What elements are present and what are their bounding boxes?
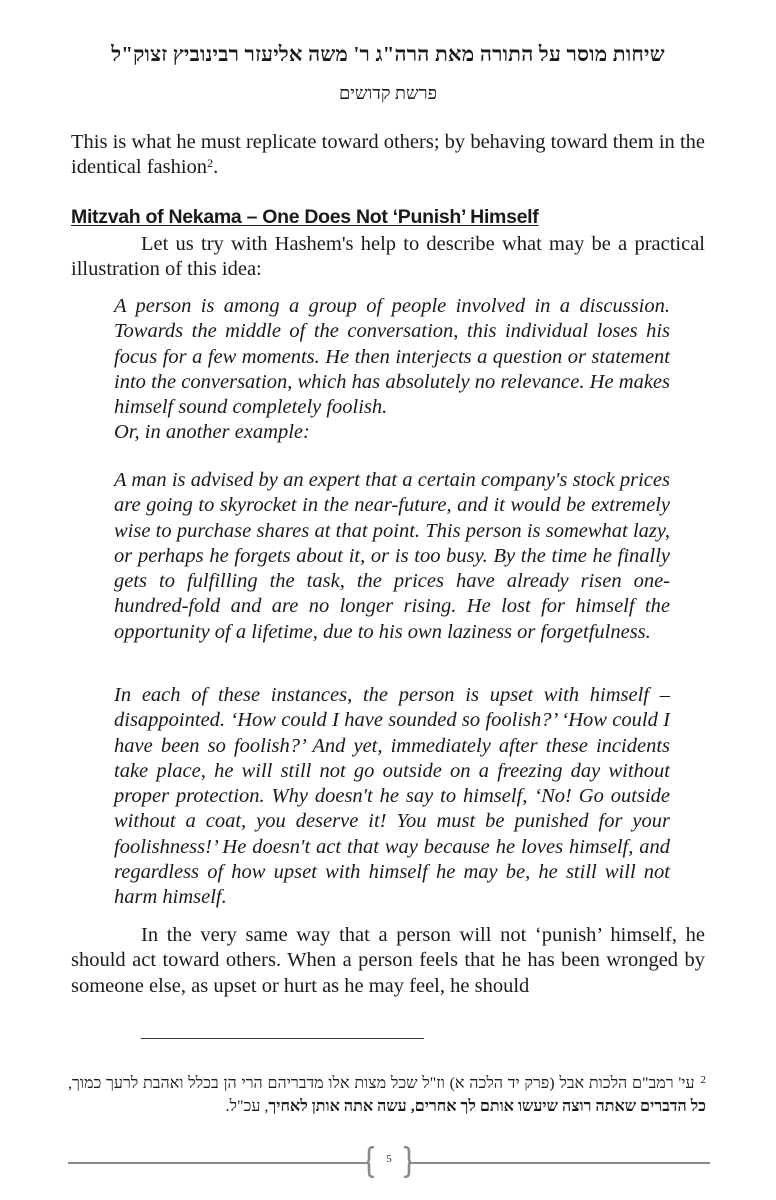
quote-example-1: A person is among a group of people involved in a discussion. Towards the middle of the conversation, this individual loses his focus for a few moments. He then interjects a question or statement into the conversation, which has absolutely no relevance. He makes himself sound completely foolish. [114,295,670,419]
running-header-title: שיחות מוסר על התורה מאת הרה"ג ר' משה אליעזר רבינוביץ זצוק"ל [111,42,665,66]
quote-example-2: A man is advised by an expert that a certain company's stock prices are going to skyrocket in the near-future, and it would be extremely wise to purchase shares at that point. This person is somewhat lazy, or perhaps he forgets about it, or is too busy. By the time he finally gets to fulfilling the task, the prices have already risen one-hundred-fold and are no longer rising. He lost for himself the opportunity of a lifetime, due to his own laziness or forgetfulness. [114,469,670,643]
quote-reflection: In each of these instances, the person is upset with himself – disappointed. ‘How could I have sounded so foolish?’ ‘How could I have been so foolish?’ And yet, immediately after these incidents take place, he will still not go outside on a freezing day without proper protection. Why doesn't he say to himself, ‘No! Go outside without a coat, you deserve it! You must be punished for your foolishness!’ He doesn't act that way because he loves himself, and regardless of how upset with himself he may be, he still will not harm himself. [114,684,670,909]
paragraph-intro-text: This is what he must replicate toward others; by behaving toward them in the identical fashion [71,131,705,179]
right-brace-icon [402,1146,412,1178]
footer-rule-left [68,1162,368,1164]
footnote [68,1072,706,1118]
paragraph-conclusion: In the very same way that a person will not ‘punish’ himself, he should act toward others. When a person feels that he has been wronged by someone else, as upset or hurt as he may feel, he should [71,924,705,997]
footnote-separator [141,1038,424,1039]
footnote-bold-quote: כל הדברים שאתה רוצה שיעשו אותם לך אחרים, עשה אתה אותן לאחיך [268,1098,706,1115]
footnote-reference[interactable]: 2 [207,156,214,171]
page-number: 5 [386,1153,392,1165]
running-header-parsha: פרשת קדושים [338,83,438,103]
section-heading: Mitzvah of Nekama – One Does Not ‘Punish’ Himself [71,206,539,228]
footnote-number: 2 [700,1074,706,1086]
paragraph-intro [71,130,705,181]
footer-rule-right [410,1162,710,1164]
paragraph-intro-end: . [213,156,219,179]
footnote-text-end: , עכ"ל. [225,1098,269,1115]
quote-transition: Or, in another example: [114,421,310,443]
page-number-ornament [366,1146,412,1180]
footnote-text: עי' רמב"ם הלכות אבל (פרק יד הלכה א) וז"ל שכל מצות אלו מדבריהם הרי הן בכלל ואהבת לרעך כמוך, [68,1075,695,1092]
paragraph-illustration: Let us try with Hashem's help to describe what may be a practical illustration of this idea: [71,233,705,281]
